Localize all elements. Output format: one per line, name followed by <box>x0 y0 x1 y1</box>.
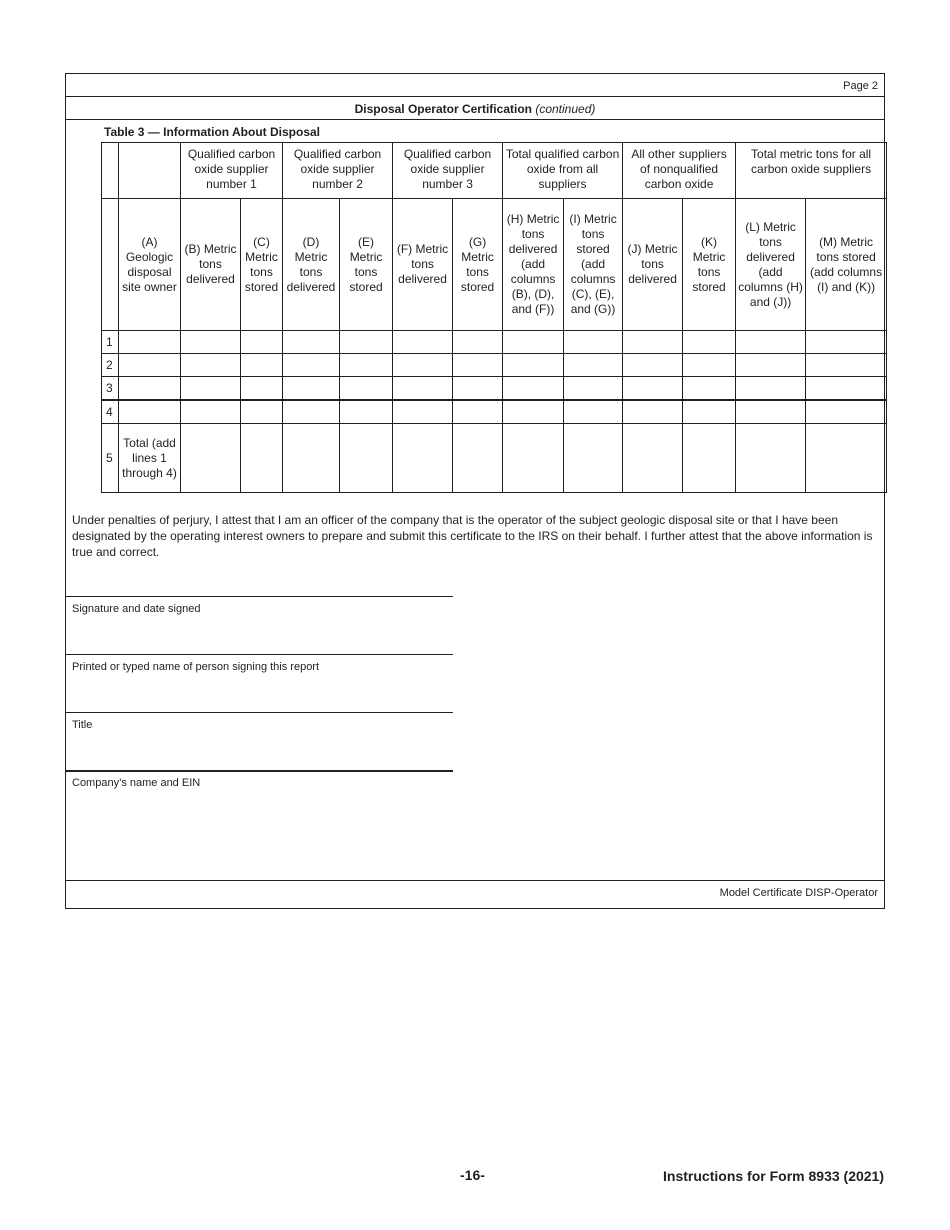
input-cell-j[interactable] <box>623 331 683 354</box>
table-row <box>102 377 887 401</box>
input-cell-l[interactable] <box>736 400 806 424</box>
group-supplier-2: Qualified carbon oxide supplier number 2 <box>283 143 393 199</box>
attestation-text: Under penalties of perjury, I attest that I am an officer of the company that is the operator of the subject geologic disposal site or that I have been designated by the operating interest owners to prepare and submit this certificate to the IRS on their behalf. I further attest that the above information is true and correct. <box>72 513 873 559</box>
input-cell-j[interactable] <box>623 354 683 377</box>
page-label: Page 2 <box>843 80 878 92</box>
table-title: Table 3 — Information About Disposal <box>104 125 321 139</box>
input-cell-d[interactable] <box>283 424 340 493</box>
column-header-i: (I) Metric tons stored (add columns (C), (E), and (G)) <box>564 199 623 331</box>
column-header-f: (F) Metric tons delivered <box>393 199 453 331</box>
input-cell-g[interactable] <box>453 377 503 401</box>
input-cell-c[interactable] <box>241 354 283 377</box>
signature-line <box>66 712 453 713</box>
input-cell-c[interactable] <box>241 400 283 424</box>
printed-name-label: Printed or typed name of person signing this report <box>72 661 320 673</box>
input-cell-i[interactable] <box>564 331 623 354</box>
input-cell-d[interactable] <box>283 400 340 424</box>
signature-line <box>66 770 453 772</box>
column-header-c: (C) Metric tons stored <box>241 199 283 331</box>
input-cell-h[interactable] <box>503 331 564 354</box>
input-cell-e[interactable] <box>340 354 393 377</box>
input-cell-k[interactable] <box>683 377 736 401</box>
input-cell-d[interactable] <box>283 331 340 354</box>
signature-line <box>66 596 453 597</box>
input-cell-e[interactable] <box>340 377 393 401</box>
signature-date-label: Signature and date signed <box>72 603 201 615</box>
table-row <box>102 354 887 377</box>
input-cell-k[interactable] <box>683 400 736 424</box>
section-title <box>66 102 884 116</box>
input-cell-c[interactable] <box>241 377 283 401</box>
input-cell-l[interactable] <box>736 377 806 401</box>
input-cell-h[interactable] <box>503 424 564 493</box>
row-number: 3 <box>102 377 119 401</box>
column-header-m: (M) Metric tons stored (add columns (I) and (K)) <box>806 199 887 331</box>
input-cell-h[interactable] <box>503 354 564 377</box>
empty-cell <box>119 143 181 199</box>
input-cell-f[interactable] <box>393 424 453 493</box>
divider <box>66 880 884 881</box>
disposal-table <box>101 142 887 493</box>
input-cell-a[interactable] <box>119 377 181 401</box>
input-cell-k[interactable] <box>683 424 736 493</box>
total-row <box>102 424 887 493</box>
model-certificate-label: Model Certificate DISP-Operator <box>719 887 878 899</box>
input-cell-f[interactable] <box>393 331 453 354</box>
empty-cell <box>102 143 119 199</box>
input-cell-b[interactable] <box>181 354 241 377</box>
input-cell-f[interactable] <box>393 400 453 424</box>
page-number: -16- <box>460 1167 485 1183</box>
input-cell-l[interactable] <box>736 331 806 354</box>
input-cell-d[interactable] <box>283 354 340 377</box>
input-cell-i[interactable] <box>564 354 623 377</box>
input-cell-f[interactable] <box>393 354 453 377</box>
group-nonqualified: All other suppliers of nonqualified carbon oxide <box>623 143 736 199</box>
group-total-all: Total metric tons for all carbon oxide suppliers <box>736 143 887 199</box>
title-label: Title <box>72 719 93 731</box>
input-cell-m[interactable] <box>806 377 887 401</box>
input-cell-j[interactable] <box>623 424 683 493</box>
input-cell-l[interactable] <box>736 424 806 493</box>
input-cell-i[interactable] <box>564 400 623 424</box>
company-name-ein-label: Company’s name and EIN <box>72 777 201 789</box>
column-header-e: (E) Metric tons stored <box>340 199 393 331</box>
input-cell-b[interactable] <box>181 377 241 401</box>
input-cell-k[interactable] <box>683 331 736 354</box>
input-cell-g[interactable] <box>453 424 503 493</box>
column-header-h: (H) Metric tons delivered (add columns (B), (D), and (F)) <box>503 199 564 331</box>
input-cell-j[interactable] <box>623 400 683 424</box>
input-cell-g[interactable] <box>453 331 503 354</box>
input-cell-m[interactable] <box>806 354 887 377</box>
input-cell-h[interactable] <box>503 400 564 424</box>
group-supplier-3: Qualified carbon oxide supplier number 3 <box>393 143 503 199</box>
section-title-suffix: (continued) <box>535 102 596 116</box>
column-header-l: (L) Metric tons delivered (add columns (H) and (J)) <box>736 199 806 331</box>
row-number: 4 <box>102 400 119 424</box>
column-header-g: (G) Metric tons stored <box>453 199 503 331</box>
group-total-qualified: Total qualified carbon oxide from all suppliers <box>503 143 623 199</box>
column-header-d: (D) Metric tons delivered <box>283 199 340 331</box>
empty-cell <box>102 199 119 331</box>
input-cell-b[interactable] <box>181 331 241 354</box>
input-cell-c[interactable] <box>241 331 283 354</box>
input-cell-i[interactable] <box>564 377 623 401</box>
input-cell-e[interactable] <box>340 424 393 493</box>
row-number: 1 <box>102 331 119 354</box>
input-cell-j[interactable] <box>623 377 683 401</box>
certificate-frame <box>65 73 885 909</box>
input-cell-b[interactable] <box>181 424 241 493</box>
input-cell-e[interactable] <box>340 400 393 424</box>
row-number: 2 <box>102 354 119 377</box>
input-cell-c[interactable] <box>241 424 283 493</box>
divider <box>66 119 884 120</box>
input-cell-f[interactable] <box>393 377 453 401</box>
section-title-text: Disposal Operator Certification <box>354 102 532 116</box>
total-label: Total (add lines 1 through 4) <box>119 424 181 493</box>
form-instructions-label: Instructions for Form 8933 (2021) <box>663 1168 884 1184</box>
input-cell-e[interactable] <box>340 331 393 354</box>
input-cell-i[interactable] <box>564 424 623 493</box>
group-header-row <box>102 143 887 199</box>
signature-line <box>66 654 453 655</box>
input-cell-k[interactable] <box>683 354 736 377</box>
input-cell-m[interactable] <box>806 331 887 354</box>
input-cell-g[interactable] <box>453 400 503 424</box>
table-row <box>102 400 887 424</box>
input-cell-b[interactable] <box>181 400 241 424</box>
input-cell-m[interactable] <box>806 424 887 493</box>
input-cell-m[interactable] <box>806 400 887 424</box>
column-header-k: (K) Metric tons stored <box>683 199 736 331</box>
group-supplier-1: Qualified carbon oxide supplier number 1 <box>181 143 283 199</box>
input-cell-a[interactable] <box>119 400 181 424</box>
input-cell-l[interactable] <box>736 354 806 377</box>
table-row <box>102 331 887 354</box>
divider <box>66 96 884 97</box>
column-header-b: (B) Metric tons delivered <box>181 199 241 331</box>
input-cell-g[interactable] <box>453 354 503 377</box>
input-cell-d[interactable] <box>283 377 340 401</box>
column-header-a: (A) Geologic disposal site owner <box>119 199 181 331</box>
column-header-j: (J) Metric tons delivered <box>623 199 683 331</box>
input-cell-a[interactable] <box>119 354 181 377</box>
input-cell-h[interactable] <box>503 377 564 401</box>
input-cell-a[interactable] <box>119 331 181 354</box>
row-number: 5 <box>102 424 119 493</box>
column-header-row <box>102 199 887 331</box>
